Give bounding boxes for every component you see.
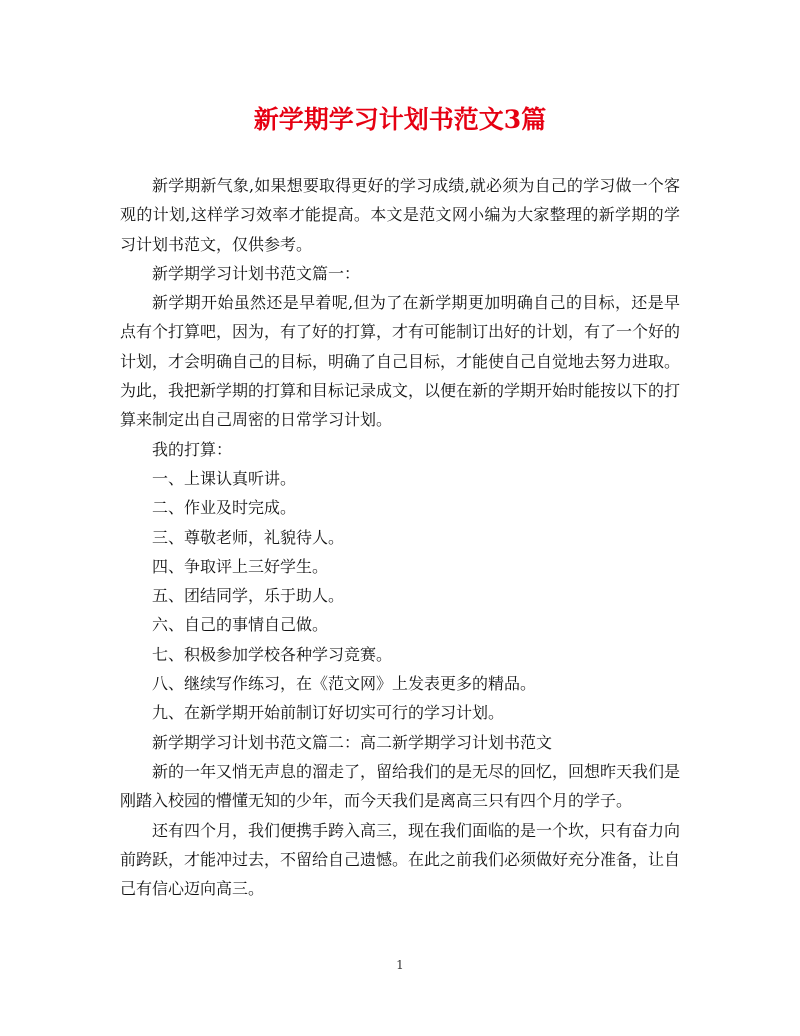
document-title: 新学期学习计划书范文3篇 — [253, 105, 547, 134]
document-body — [120, 171, 680, 903]
section-heading-1: 新学期学习计划书范文篇一： — [152, 263, 361, 283]
list-item: 三、尊敬老师，礼貌待人。 — [152, 527, 345, 547]
page-number: 1 — [396, 958, 404, 972]
paragraph-intro: 新学期新气象,如果想要取得更好的学习成绩,就必须为自己的学习做一个客观的计划,这样学习效率才能提高。本文是范文网小编为大家整理的新学期的学习计划书范文，仅供参考。 — [120, 176, 680, 254]
list-item: 七、积极参加学校各种学习竞赛。 — [152, 644, 393, 664]
section-heading-2: 新学期学习计划书范文篇二：高二新学期学习计划书范文 — [152, 732, 553, 752]
list-item: 二、作业及时完成。 — [152, 498, 297, 518]
list-item: 九、在新学期开始前制订好切实可行的学习计划。 — [152, 703, 505, 723]
paragraph-plan-2b: 还有四个月，我们便携手跨入高三，现在我们面临的是一个坎，只有奋力向前跨跃，才能冲过去，不留给自己遗憾。在此之前我们必须做好充分准备，让自己有信心迈向高三。 — [120, 820, 681, 899]
paragraph-plan-2a: 新的一年又悄无声息的溜走了，留给我们的是无尽的回忆，回想昨天我们是刚踏入校园的懵懂无知的少年，而今天我们是离高三只有四个月的学子。 — [120, 761, 681, 811]
paragraph-plan-1: 新学期开始虽然还是早着呢,但为了在新学期更加明确自己的目标，还是早点有个打算吧，因为，有了好的打算，才有可能制订出好的计划，有了一个好的计划，才会明确自己的目标，明确了自己目标，才能使自己自觉地去努力进取。为此，我把新学期的打算和目标记录成文，以便在新的学期开始时能按以下的打算来制定出自己周密的日常学习计划。 — [120, 293, 681, 430]
list-item: 六、自己的事情自己做。 — [152, 615, 329, 635]
list-item: 四、争取评上三好学生。 — [152, 556, 329, 576]
list-item: 一、上课认真听讲。 — [152, 468, 297, 488]
list-item: 八、继续写作练习，在《范文网》上发表更多的精品。 — [152, 674, 537, 694]
paragraph-my-plan-label: 我的打算： — [152, 439, 233, 459]
list-item: 五、团结同学，乐于助人。 — [152, 586, 345, 606]
